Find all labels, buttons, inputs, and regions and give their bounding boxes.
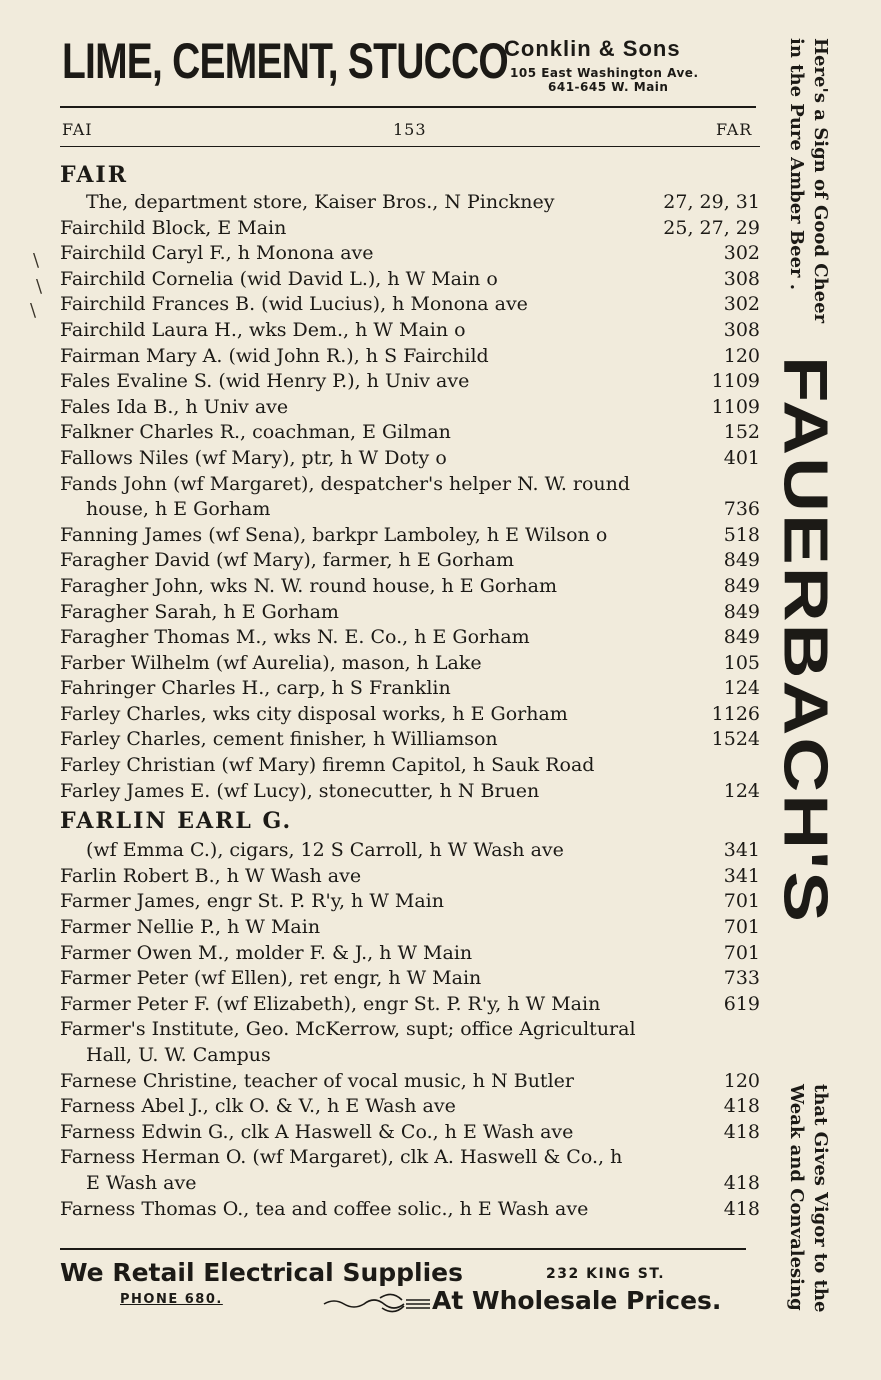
entry-text: Farley Charles, cement finisher, h Williamson bbox=[60, 728, 498, 751]
entry-text: Farnese Christine, teacher of vocal music, h N Butler bbox=[60, 1069, 574, 1092]
entry-number: 302 bbox=[723, 293, 760, 316]
directory-entry bbox=[60, 420, 760, 446]
directory-entry bbox=[60, 600, 760, 626]
entry-text: Fands John (wf Margaret), despatcher's helper N. W. round bbox=[60, 472, 631, 495]
entry-number: 124 bbox=[723, 677, 760, 700]
entry-number bbox=[700, 1043, 760, 1069]
section-heading: FAIR bbox=[60, 162, 128, 188]
directory-entry bbox=[60, 292, 760, 318]
directory-entry bbox=[60, 548, 760, 574]
entry-number: 849 bbox=[723, 549, 760, 572]
entry-line bbox=[60, 727, 760, 753]
directory-listing bbox=[60, 160, 760, 1222]
entry-line bbox=[60, 600, 760, 626]
top-ad-company: Conklin & Sons bbox=[504, 36, 681, 61]
entry-number: 849 bbox=[723, 600, 760, 623]
entry-text: Fairchild Frances B. (wid Lucius), h Monona ave bbox=[60, 293, 528, 316]
entry-text: Farmer James, engr St. P. R'y, h W Main bbox=[60, 890, 444, 913]
entry-number: 302 bbox=[723, 242, 760, 265]
entry-line bbox=[60, 779, 760, 805]
margin-mark: \ bbox=[30, 300, 37, 321]
entry-number: 418 bbox=[723, 1095, 760, 1118]
margin-mark: \ bbox=[36, 276, 43, 297]
directory-entry bbox=[60, 318, 760, 344]
side-ad-bottom bbox=[784, 1084, 832, 1312]
directory-entry bbox=[60, 651, 760, 677]
entry-line bbox=[60, 446, 760, 472]
entry-line bbox=[60, 992, 760, 1018]
entry-text: Faragher David (wf Mary), farmer, h E Gorham bbox=[60, 549, 515, 572]
directory-entry bbox=[60, 1120, 760, 1146]
top-ad-address-line1: 105 East Washington Ave. bbox=[510, 66, 699, 80]
directory-entry bbox=[60, 574, 760, 600]
page-number: 153 bbox=[393, 120, 427, 139]
directory-entry bbox=[60, 992, 760, 1018]
entry-line bbox=[60, 1120, 760, 1146]
entry-text: Farley Christian (wf Mary) firemn Capitol, h Sauk Road bbox=[60, 754, 595, 777]
entry-line bbox=[60, 548, 760, 574]
entry-line bbox=[60, 241, 760, 267]
entry-line bbox=[60, 651, 760, 677]
side-ad-bottom-line1: that Gives Vigor to the bbox=[810, 1084, 831, 1313]
directory-entry bbox=[60, 395, 760, 421]
entry-group bbox=[60, 838, 760, 1222]
side-ad-top bbox=[784, 38, 832, 323]
entry-line bbox=[60, 267, 760, 293]
entry-number: 1109 bbox=[711, 395, 760, 418]
entry-text: Farmer Peter (wf Ellen), ret engr, h W Main bbox=[60, 967, 482, 990]
entry-text: Farness Abel J., clk O. & V., h E Wash ave bbox=[60, 1095, 456, 1118]
entry-text: Farmer Owen M., molder F. & J., h W Main bbox=[60, 941, 473, 964]
directory-entry bbox=[60, 864, 760, 890]
entry-number: 308 bbox=[723, 267, 760, 290]
directory-entry bbox=[60, 941, 760, 967]
bottom-advertisement bbox=[60, 1258, 760, 1328]
entry-text: Farness Herman O. (wf Margaret), clk A. Haswell & Co., h bbox=[60, 1146, 623, 1169]
entry-number: 308 bbox=[723, 318, 760, 341]
entry-line bbox=[60, 1171, 760, 1197]
entry-number: 341 bbox=[723, 864, 760, 887]
entry-text: Falkner Charles R., coachman, E Gilman bbox=[60, 421, 451, 444]
entry-number: 25, 27, 29 bbox=[663, 216, 760, 239]
bottom-ad-headline: We Retail Electrical Supplies bbox=[60, 1258, 464, 1287]
bottom-ad-phone: PHONE 680. bbox=[120, 1292, 223, 1307]
entry-line bbox=[60, 318, 760, 344]
entry-number: 1524 bbox=[711, 728, 760, 751]
entry-number: 418 bbox=[723, 1171, 760, 1194]
entry-text: Farley James E. (wf Lucy), stonecutter, h N Bruen bbox=[60, 779, 540, 802]
directory-entry bbox=[60, 1197, 760, 1223]
side-ad-top-line2: in the Pure Amber Beer . bbox=[786, 38, 807, 291]
entry-text: (wf Emma C.), cigars, 12 S Carroll, h W Wash ave bbox=[86, 839, 564, 862]
top-advertisement bbox=[62, 30, 752, 102]
directory-entry bbox=[60, 838, 760, 864]
directory-entry bbox=[60, 472, 760, 523]
entry-line bbox=[60, 523, 760, 549]
entry-number: 619 bbox=[723, 992, 760, 1015]
entry-number: 418 bbox=[723, 1197, 760, 1220]
directory-entry bbox=[60, 1017, 760, 1068]
directory-entry bbox=[60, 344, 760, 370]
entry-line bbox=[60, 292, 760, 318]
entry-text: Farmer Peter F. (wf Elizabeth), engr St. P. R'y, h W Main bbox=[60, 992, 601, 1015]
directory-entry bbox=[60, 190, 760, 216]
entry-text: Farber Wilhelm (wf Aurelia), mason, h Lake bbox=[60, 651, 482, 674]
entry-number: 701 bbox=[723, 916, 760, 939]
entry-text: Farlin Robert B., h W Wash ave bbox=[60, 864, 362, 887]
entry-number: 120 bbox=[723, 1069, 760, 1092]
entry-number: 736 bbox=[723, 498, 760, 521]
entry-text: Farmer's Institute, Geo. McKerrow, supt; office Agricultural bbox=[60, 1018, 636, 1041]
entry-text: Farness Edwin G., clk A Haswell & Co., h E Wash ave bbox=[60, 1120, 574, 1143]
entry-text: Faragher John, wks N. W. round house, h E Gorham bbox=[60, 574, 557, 597]
section-heading: FARLIN EARL G. bbox=[60, 808, 293, 835]
bottom-rule bbox=[60, 1248, 746, 1250]
entry-number: 341 bbox=[723, 839, 760, 862]
entry-line bbox=[60, 497, 760, 523]
entry-text: Fales Ida B., h Univ ave bbox=[60, 395, 289, 418]
header-left-guide: FAI bbox=[62, 120, 93, 139]
top-rule bbox=[60, 106, 756, 108]
header-right-guide: FAR bbox=[716, 120, 753, 139]
directory-entry bbox=[60, 915, 760, 941]
entry-number bbox=[700, 1017, 760, 1043]
entry-number: 105 bbox=[723, 651, 760, 674]
side-ad-bottom-line2: Weak and Convalesing bbox=[786, 1084, 807, 1311]
entry-line bbox=[60, 216, 760, 242]
entry-number: 701 bbox=[723, 941, 760, 964]
entry-line bbox=[60, 676, 760, 702]
directory-entry bbox=[60, 1145, 760, 1196]
entry-line bbox=[60, 420, 760, 446]
directory-entry bbox=[60, 676, 760, 702]
entry-text: house, h E Gorham bbox=[86, 498, 271, 521]
entry-number: 733 bbox=[723, 967, 760, 990]
entry-line bbox=[60, 915, 760, 941]
entry-text: Fairchild Laura H., wks Dem., h W Main o bbox=[60, 318, 466, 341]
directory-entry bbox=[60, 753, 760, 779]
top-ad-address-line2: 641-645 W. Main bbox=[548, 80, 669, 94]
entry-text: Fairchild Block, E Main bbox=[60, 216, 287, 239]
entry-text: The, department store, Kaiser Bros., N Pinckney bbox=[86, 191, 555, 213]
entry-line bbox=[60, 838, 760, 864]
directory-entry bbox=[60, 1094, 760, 1120]
entry-number bbox=[700, 1145, 760, 1171]
entry-number: 418 bbox=[723, 1120, 760, 1143]
entry-number: 27, 29, 31 bbox=[663, 191, 760, 213]
entry-line bbox=[60, 1197, 760, 1223]
directory-entry bbox=[60, 1069, 760, 1095]
entry-line bbox=[60, 941, 760, 967]
entry-number: 1126 bbox=[711, 702, 760, 725]
entry-number bbox=[700, 472, 760, 498]
entry-number: 849 bbox=[723, 626, 760, 649]
entry-line bbox=[60, 966, 760, 992]
entry-text: Faragher Sarah, h E Gorham bbox=[60, 600, 339, 623]
entry-text: Farmer Nellie P., h W Main bbox=[60, 916, 321, 939]
header-rule bbox=[60, 146, 760, 147]
directory-entry bbox=[60, 625, 760, 651]
top-ad-headline: LIME, CEMENT, STUCCO bbox=[62, 33, 508, 89]
entry-number: 120 bbox=[723, 344, 760, 367]
entry-number: 849 bbox=[723, 574, 760, 597]
side-ad-top-line1: Here's a Sign of Good Cheer bbox=[810, 38, 831, 324]
entry-text: Fanning James (wf Sena), barkpr Lamboley, h E Wilson o bbox=[60, 523, 608, 546]
directory-entry bbox=[60, 702, 760, 728]
entry-line bbox=[60, 864, 760, 890]
entry-text: Farness Thomas O., tea and coffee solic., h E Wash ave bbox=[60, 1197, 589, 1220]
entry-group bbox=[60, 190, 760, 804]
flourish-ornament-icon bbox=[322, 1292, 432, 1314]
entry-line bbox=[60, 472, 760, 498]
entry-text: Hall, U. W. Campus bbox=[86, 1044, 271, 1066]
bottom-ad-wholesale: At Wholesale Prices. bbox=[432, 1286, 722, 1315]
entry-line bbox=[60, 753, 760, 779]
entry-number: 1109 bbox=[711, 370, 760, 393]
directory-entry bbox=[60, 241, 760, 267]
entry-text: Fairchild Caryl F., h Monona ave bbox=[60, 242, 374, 265]
entry-text: Farley Charles, wks city disposal works, h E Gorham bbox=[60, 702, 568, 725]
bottom-ad-street: 232 KING ST. bbox=[546, 1266, 666, 1282]
entry-text: E Wash ave bbox=[86, 1171, 197, 1194]
entry-line bbox=[60, 1017, 760, 1043]
entry-line bbox=[60, 625, 760, 651]
directory-entry bbox=[60, 446, 760, 472]
directory-entry bbox=[60, 267, 760, 293]
entry-line bbox=[60, 190, 760, 216]
entry-line bbox=[60, 395, 760, 421]
entry-line bbox=[60, 1094, 760, 1120]
entry-number: 701 bbox=[723, 890, 760, 913]
directory-entry bbox=[60, 889, 760, 915]
entry-line bbox=[60, 1069, 760, 1095]
entry-line bbox=[60, 344, 760, 370]
entry-number: 401 bbox=[723, 446, 760, 469]
margin-mark: \ bbox=[33, 250, 40, 271]
directory-entry bbox=[60, 779, 760, 805]
entry-line bbox=[60, 1043, 760, 1069]
directory-entry bbox=[60, 216, 760, 242]
directory-entry bbox=[60, 727, 760, 753]
entry-number: 152 bbox=[723, 421, 760, 444]
side-ad-brand: FAUERBACH'S bbox=[770, 356, 841, 924]
entry-line bbox=[60, 889, 760, 915]
entry-text: Fahringer Charles H., carp, h S Franklin bbox=[60, 677, 451, 700]
entry-number: 124 bbox=[723, 779, 760, 802]
entry-number bbox=[700, 753, 760, 779]
entry-line bbox=[60, 369, 760, 395]
entry-text: Faragher Thomas M., wks N. E. Co., h E Gorham bbox=[60, 626, 530, 649]
directory-entry bbox=[60, 523, 760, 549]
entry-text: Fairchild Cornelia (wid David L.), h W Main o bbox=[60, 267, 498, 290]
entry-line bbox=[60, 574, 760, 600]
entry-number: 518 bbox=[723, 523, 760, 546]
entry-line bbox=[60, 1145, 760, 1171]
directory-entry bbox=[60, 966, 760, 992]
directory-entry bbox=[60, 369, 760, 395]
entry-text: Fairman Mary A. (wid John R.), h S Fairchild bbox=[60, 344, 489, 367]
entry-line bbox=[60, 702, 760, 728]
entry-text: Fallows Niles (wf Mary), ptr, h W Doty o bbox=[60, 446, 447, 469]
entry-text: Fales Evaline S. (wid Henry P.), h Univ ave bbox=[60, 370, 470, 393]
